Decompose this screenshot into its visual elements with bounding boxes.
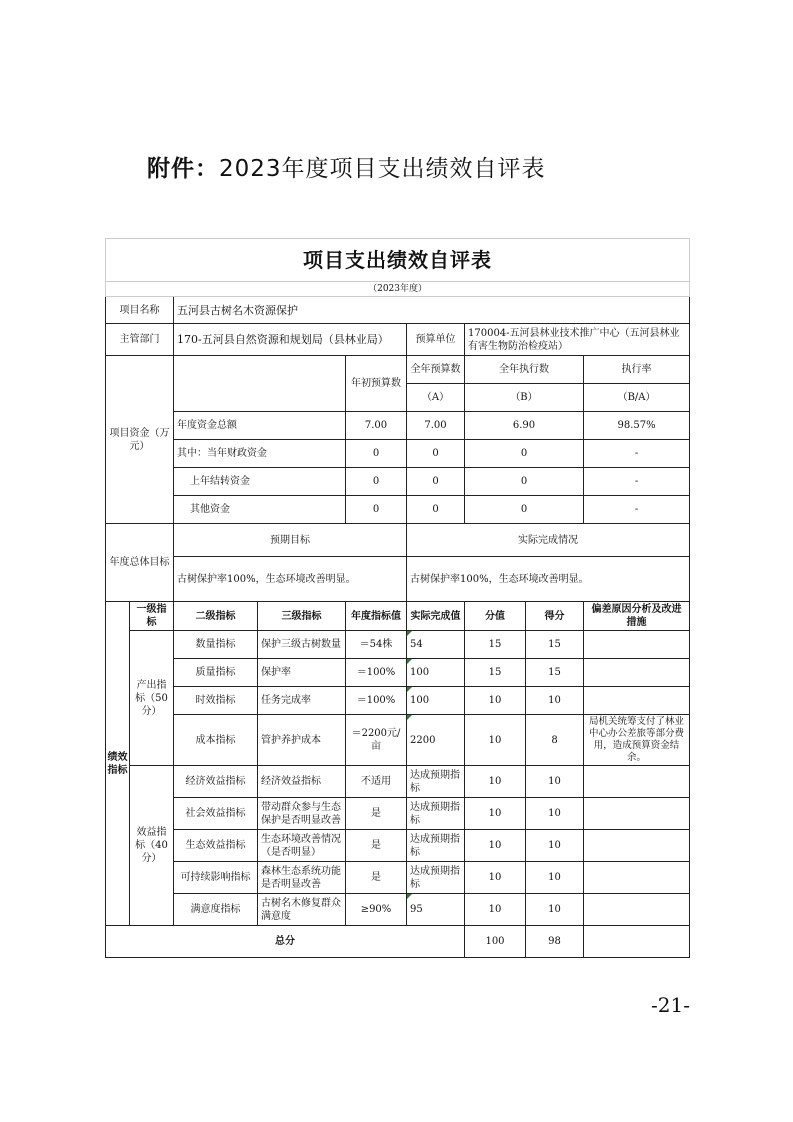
expected-goal-header: 预期目标 (174, 524, 407, 557)
indicator-level3: 管护养护成本 (258, 715, 346, 766)
indicator-score: 10 (465, 798, 526, 830)
funds-row (106, 468, 690, 496)
funds-row-label: 上年结转资金 (174, 468, 346, 496)
indicator-level3: 带动群众参与生态保护是否明显改善 (258, 798, 346, 830)
heading-prefix: 附件： (147, 156, 219, 182)
indicator-annual: 是 (346, 830, 407, 862)
self-evaluation-table (105, 238, 690, 958)
indicator-score: 15 (465, 631, 526, 659)
indicator-annual: ＝100% (346, 687, 407, 715)
col-rate: 执行率 (584, 356, 690, 384)
indicator-score: 10 (465, 687, 526, 715)
col-sub-a: （A） (407, 384, 465, 412)
indicator-level3: 生态环境改善情况（是否明显） (258, 830, 346, 862)
indicator-row (106, 631, 690, 659)
funds-row (106, 440, 690, 468)
funds-rate: 98.57% (584, 412, 690, 440)
indicator-reason (584, 894, 690, 926)
indicator-reason (584, 798, 690, 830)
indicator-got: 15 (526, 631, 584, 659)
funds-row-label: 其他资金 (174, 496, 346, 524)
indicator-got: 10 (526, 830, 584, 862)
funds-initial: 0 (346, 440, 407, 468)
indicator-level2: 数量指标 (174, 631, 258, 659)
indicator-got: 10 (526, 894, 584, 926)
funds-rate: - (584, 440, 690, 468)
indicator-actual: 达成预期指标 (407, 862, 465, 894)
indicator-actual: 达成预期指标 (407, 766, 465, 798)
indicator-annual: 是 (346, 862, 407, 894)
indicator-reason (584, 862, 690, 894)
indicator-reason (584, 631, 690, 659)
header-level3: 三级指标 (258, 602, 346, 631)
indicator-level2: 质量指标 (174, 659, 258, 687)
indicator-got: 10 (526, 798, 584, 830)
col-executed: 全年执行数 (465, 356, 584, 384)
indicator-annual: ＝100% (346, 659, 407, 687)
funds-rate: - (584, 468, 690, 496)
dept-value: 170-五河县自然资源和规划局（县林业局） (174, 324, 407, 356)
actual-goal-text: 古树保护率100%，生态环境改善明显。 (407, 557, 690, 602)
indicator-reason (584, 687, 690, 715)
header-level1: 一级指标 (130, 602, 174, 631)
col-full-budget: 全年预算数 (407, 356, 465, 384)
header-reason: 偏差原因分析及改进措施 (584, 602, 690, 631)
indicator-actual: 达成预期指标 (407, 798, 465, 830)
indicator-level2: 满意度指标 (174, 894, 258, 926)
funds-exec: 0 (465, 468, 584, 496)
funds-rate: - (584, 496, 690, 524)
funds-row (106, 496, 690, 524)
indicator-row (106, 830, 690, 862)
funds-full: 7.00 (407, 412, 465, 440)
indicator-actual: 95 (407, 894, 465, 926)
header-actual: 实际完成值 (407, 602, 465, 631)
indicator-level3: 古树名木修复群众满意度 (258, 894, 346, 926)
indicator-level3: 任务完成率 (258, 687, 346, 715)
total-score: 100 (465, 926, 526, 958)
indicator-got: 10 (526, 766, 584, 798)
indicator-row (106, 798, 690, 830)
total-label: 总分 (106, 926, 465, 958)
indicator-got: 8 (526, 715, 584, 766)
unit-label: 预算单位 (407, 324, 465, 356)
header-got: 得分 (526, 602, 584, 631)
indicator-annual: ≥90% (346, 894, 407, 926)
indicator-annual: ＝54株 (346, 631, 407, 659)
col-sub-ba: （B/A） (584, 384, 690, 412)
indicator-score: 10 (465, 715, 526, 766)
funds-full: 0 (407, 496, 465, 524)
output-indicators-label: 产出指标（50分） (130, 631, 174, 766)
indicator-score: 10 (465, 830, 526, 862)
indicator-annual: 是 (346, 798, 407, 830)
funds-row-label: 年度资金总额 (174, 412, 346, 440)
indicator-score: 10 (465, 766, 526, 798)
indicator-level3: 保护率 (258, 659, 346, 687)
funds-initial: 0 (346, 468, 407, 496)
funds-exec: 6.90 (465, 412, 584, 440)
indicator-actual: 54 (407, 631, 465, 659)
indicator-row (106, 715, 690, 766)
funds-initial: 7.00 (346, 412, 407, 440)
project-name-value: 五河县古树名木资源保护 (174, 297, 690, 324)
indicator-row (106, 766, 690, 798)
heading-text: 2023年度项目支出绩效自评表 (219, 156, 546, 182)
funds-row-label: 其中：当年财政资金 (174, 440, 346, 468)
total-reason-blank (584, 926, 690, 958)
indicator-level3: 经济效益指标 (258, 766, 346, 798)
total-got: 98 (526, 926, 584, 958)
indicator-got: 10 (526, 687, 584, 715)
indicator-level3: 森林生态系统功能是否明显改善 (258, 862, 346, 894)
indicator-level2: 社会效益指标 (174, 798, 258, 830)
indicator-score: 10 (465, 894, 526, 926)
indicator-level2: 可持续影响指标 (174, 862, 258, 894)
indicator-annual: ＝2200元/亩 (346, 715, 407, 766)
performance-indicators-label: 绩效指标 (106, 602, 130, 926)
actual-goal-header: 实际完成情况 (407, 524, 690, 557)
indicator-level3: 保护三级古树数量 (258, 631, 346, 659)
benefit-indicators-label: 效益指标（40分） (130, 766, 174, 926)
funds-label: 项目资金（万元） (106, 356, 174, 524)
page-number: -21- (651, 993, 690, 1017)
table-title: 项目支出绩效自评表 (106, 239, 690, 282)
header-level2: 二级指标 (174, 602, 258, 631)
indicator-row (106, 659, 690, 687)
document-heading (147, 150, 546, 183)
col-initial-budget: 年初预算数 (346, 356, 407, 412)
unit-value: 170004-五河县林业技术推广中心（五河县林业有害生物防治检疫站） (465, 324, 690, 356)
project-name-label: 项目名称 (106, 297, 174, 324)
col-sub-b: （B） (465, 384, 584, 412)
indicator-level2: 时效指标 (174, 687, 258, 715)
indicator-reason (584, 830, 690, 862)
header-score: 分值 (465, 602, 526, 631)
funds-row (106, 412, 690, 440)
annual-goal-label: 年度总体目标 (106, 524, 174, 602)
indicator-row (106, 862, 690, 894)
indicator-row (106, 687, 690, 715)
indicator-level2: 生态效益指标 (174, 830, 258, 862)
indicator-score: 10 (465, 862, 526, 894)
indicator-reason (584, 659, 690, 687)
indicator-reason (584, 766, 690, 798)
indicator-actual: 达成预期指标 (407, 830, 465, 862)
funds-exec: 0 (465, 440, 584, 468)
funds-full: 0 (407, 440, 465, 468)
indicator-actual: 100 (407, 659, 465, 687)
expected-goal-text: 古树保护率100%，生态环境改善明显。 (174, 557, 407, 602)
indicator-actual: 100 (407, 687, 465, 715)
indicator-score: 15 (465, 659, 526, 687)
header-annual: 年度指标值 (346, 602, 407, 631)
indicator-level2: 成本指标 (174, 715, 258, 766)
indicator-reason: 局机关统筹支付了林业中心办公差旅等部分费用，造成预算资金结余。 (584, 715, 690, 766)
indicator-row (106, 894, 690, 926)
table-year: （2023年度） (106, 282, 690, 297)
dept-label: 主管部门 (106, 324, 174, 356)
indicator-got: 10 (526, 862, 584, 894)
indicator-actual: 2200 (407, 715, 465, 766)
indicator-annual: 不适用 (346, 766, 407, 798)
funds-full: 0 (407, 468, 465, 496)
funds-header-blank (174, 356, 346, 412)
indicator-got: 15 (526, 659, 584, 687)
indicator-level2: 经济效益指标 (174, 766, 258, 798)
funds-initial: 0 (346, 496, 407, 524)
funds-exec: 0 (465, 496, 584, 524)
